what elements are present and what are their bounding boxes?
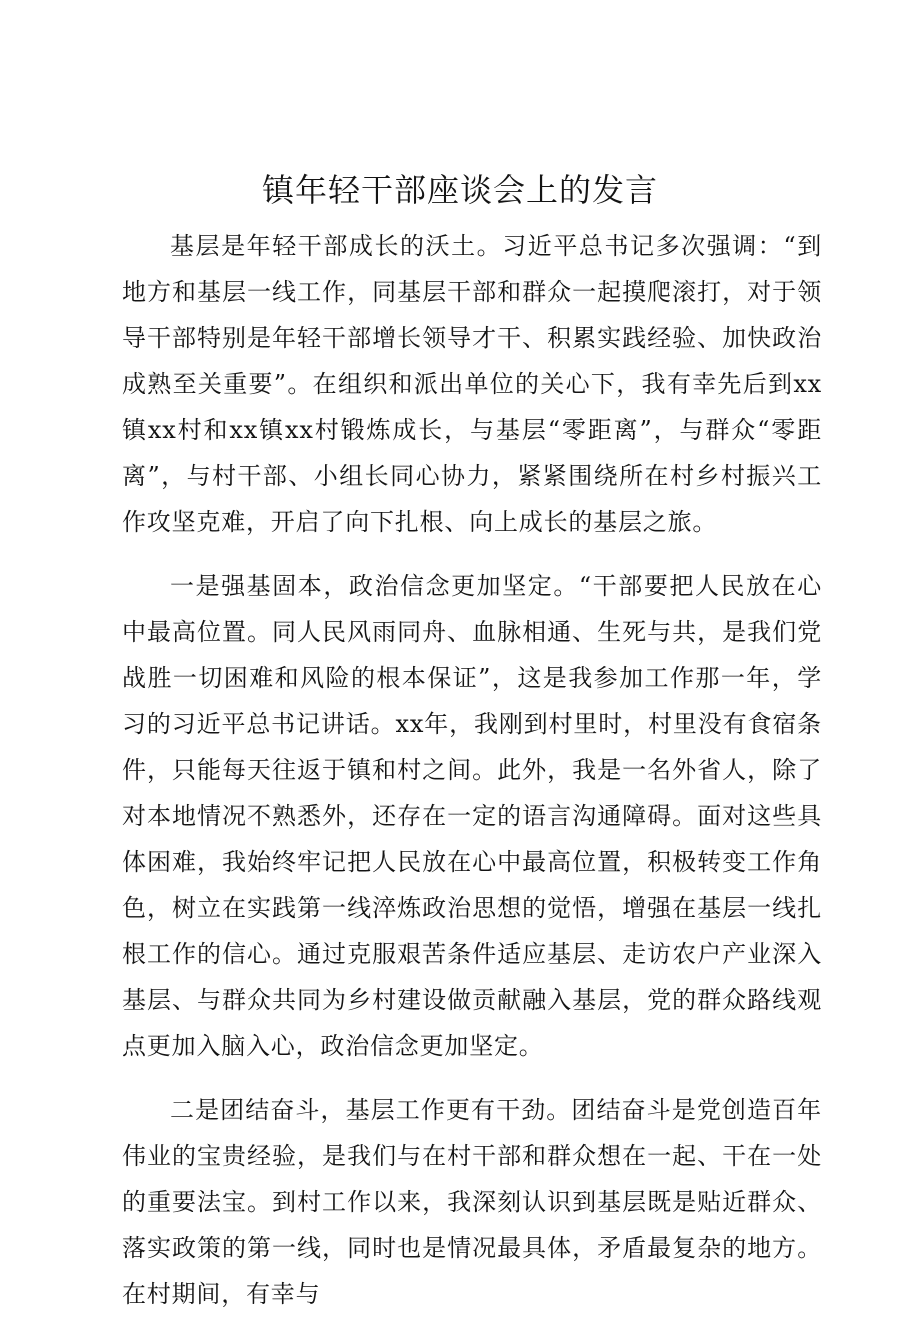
- paragraph-point-one: 一是强基固本，政治信念更加坚定。“干部要把人民放在心中最高位置。同人民风雨同舟、血脉相通、生死与共，是我们党战胜一切困难和风险的根本保证”，这是我参加工作那一年，学习的习近平总书记讲话。xx年，我刚到村里时，村里没有食宿条件，只能每天往返于镇和村之间。此外，我是一名外省人，除了对本地情况不熟悉外，还存在一定的语言沟通障碍。面对这些具体困难，我始终牢记把人民放在心中最高位置，积极转变工作角色，树立在实践第一线淬炼政治思想的觉悟，增强在基层一线扎根工作的信心。通过克服艰苦条件适应基层、走访农户产业深入基层、与群众共同为乡村建设做贡献融入基层，党的群众路线观点更加入脑入心，政治信念更加坚定。: [122, 572, 822, 1060]
- paragraph-intro: 基层是年轻干部成长的沃土。习近平总书记多次强调：“到地方和基层一线工作，同基层干部和群众一起摸爬滚打，对于领导干部特别是年轻干部增长领导才干、积累实践经验、加快政治成熟至关重要”。在组织和派出单位的关心下，我有幸先后到xx镇xx村和xx镇xx村锻炼成长，与基层“零距离”，与群众“零距离”，与村干部、小组长同心协力，紧紧围绕所在村乡村振兴工作攻坚克难，开启了向下扎根、向上成长的基层之旅。: [122, 232, 822, 536]
- document-title: 镇年轻干部座谈会上的发言: [261, 171, 658, 209]
- paragraph-point-two: 二是团结奋斗，基层工作更有干劲。团结奋斗是党创造百年伟业的宝贵经验，是我们与在村干部和群众想在一起、干在一处的重要法宝。到村工作以来，我深刻认识到基层既是贴近群众、落实政策的第一线，同时也是情况最具体，矛盾最复杂的地方。在村期间，有幸与: [122, 1096, 822, 1308]
- document-body: [122, 223, 822, 1317]
